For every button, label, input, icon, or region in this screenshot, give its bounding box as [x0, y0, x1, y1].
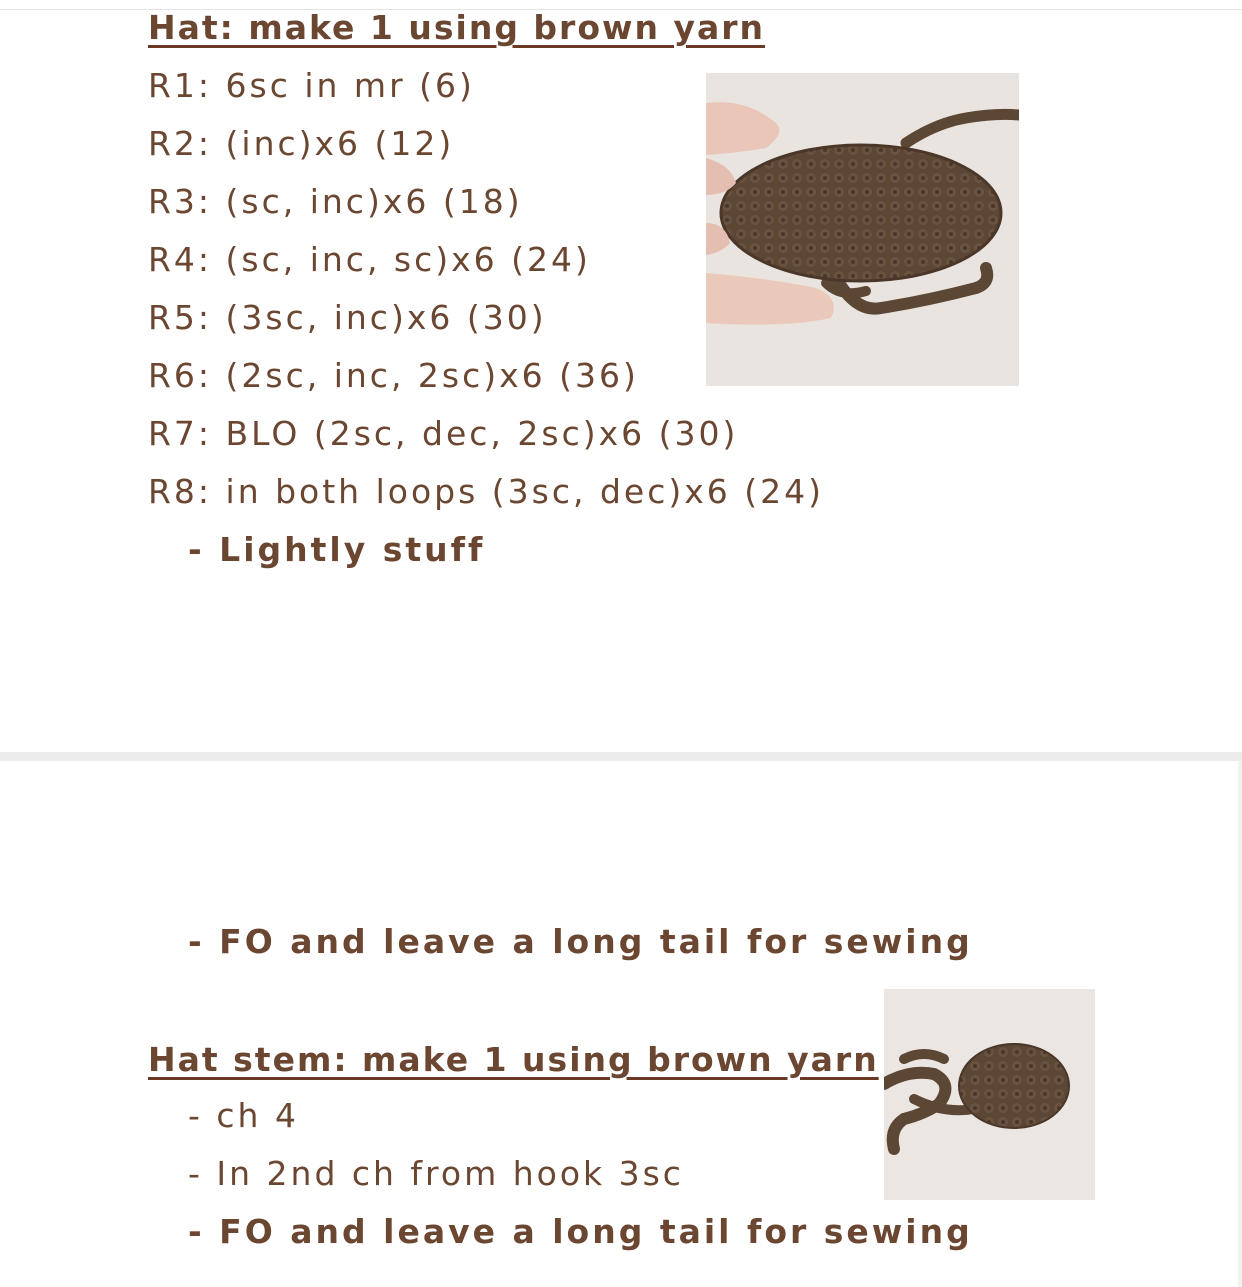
stem-step-2: - In 2nd ch from hook 3sc: [188, 1154, 684, 1193]
stem-step-3: - FO and leave a long tail for sewing: [188, 1212, 973, 1251]
note-lightly-stuff: - Lightly stuff: [188, 530, 486, 569]
hat-photo: [706, 73, 1019, 386]
row-r4: R4: (sc, inc, sc)x6 (24): [148, 240, 591, 279]
row-r1: R1: 6sc in mr (6): [148, 66, 475, 105]
hat-heading: Hat: make 1 using brown yarn: [148, 8, 766, 47]
right-edge: [1238, 761, 1242, 1287]
row-r5: R5: (3sc, inc)x6 (30): [148, 298, 547, 337]
note-fo-hat: - FO and leave a long tail for sewing: [188, 922, 973, 961]
row-r3: R3: (sc, inc)x6 (18): [148, 182, 523, 221]
row-r8: R8: in both loops (3sc, dec)x6 (24): [148, 472, 824, 511]
row-r7: R7: BLO (2sc, dec, 2sc)x6 (30): [148, 414, 739, 453]
section-divider: [0, 752, 1242, 761]
stem-step-1: - ch 4: [188, 1096, 299, 1135]
row-r6: R6: (2sc, inc, 2sc)x6 (36): [148, 356, 639, 395]
row-r2: R2: (inc)x6 (12): [148, 124, 455, 163]
hat-stem-heading: Hat stem: make 1 using brown yarn: [148, 1040, 879, 1079]
stem-photo: [884, 989, 1095, 1200]
